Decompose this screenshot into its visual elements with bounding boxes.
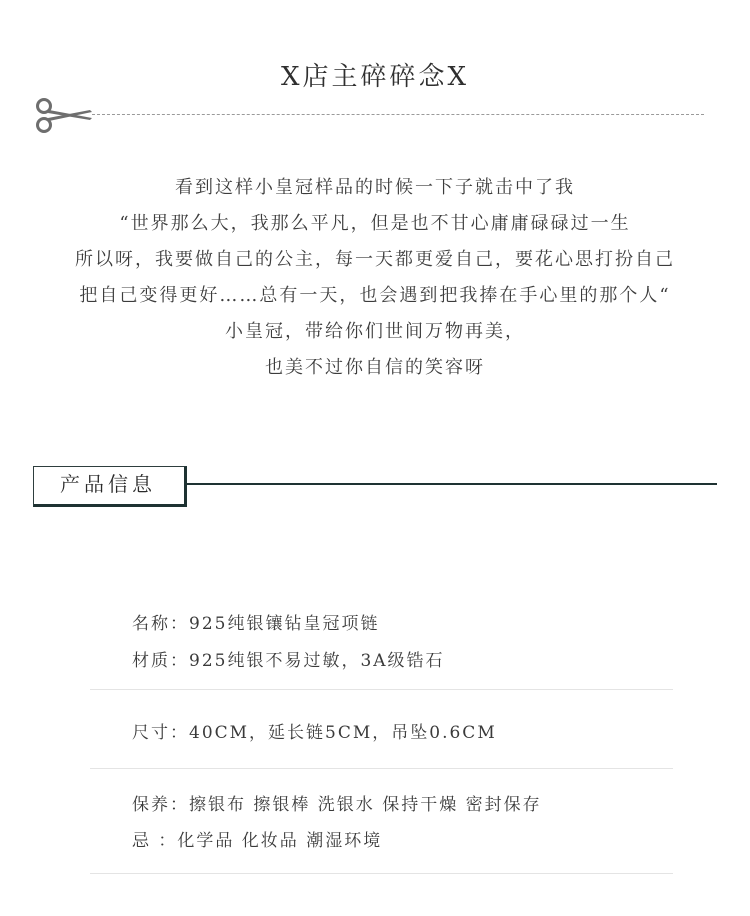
scissors-icon bbox=[32, 98, 94, 134]
product-size: 尺寸：40CM，延长链5CM，吊坠0.6CM bbox=[132, 723, 497, 743]
product-material: 材质：925纯银不易过敏，3A级锆石 bbox=[132, 651, 445, 671]
divider bbox=[90, 873, 673, 874]
divider bbox=[90, 768, 673, 769]
section-label: 产品信息 bbox=[60, 472, 156, 496]
story-line: 把自己变得更好……总有一天，也会遇到把我捧在手心里的那个人“ bbox=[79, 285, 671, 306]
section-rule bbox=[187, 483, 717, 485]
story-line: 也美不过你自信的笑容呀 bbox=[265, 357, 485, 378]
story-line: 看到这样小皇冠样品的时候一下子就击中了我 bbox=[175, 177, 575, 198]
divider bbox=[90, 689, 673, 690]
product-name: 名称：925纯银镶钻皇冠项链 bbox=[132, 614, 380, 634]
dashed-divider bbox=[92, 114, 704, 115]
product-care: 保养：擦银布 擦银棒 洗银水 保持干燥 密封保存 bbox=[132, 795, 542, 815]
story-line: “世界那么大，我那么平凡，但是也不甘心庸庸碌碌过一生 bbox=[119, 213, 631, 234]
product-info-header bbox=[33, 466, 717, 511]
story-line: 所以呀，我要做自己的公主，每一天都更爱自己，要花心思打扮自己 bbox=[75, 249, 675, 270]
shopkeeper-story bbox=[0, 170, 750, 386]
page-title: X店主碎碎念X bbox=[280, 62, 470, 92]
story-line: 小皇冠，带给你们世间万物再美， bbox=[225, 321, 525, 342]
product-avoid: 忌 ：化学品 化妆品 潮湿环境 bbox=[132, 831, 383, 851]
